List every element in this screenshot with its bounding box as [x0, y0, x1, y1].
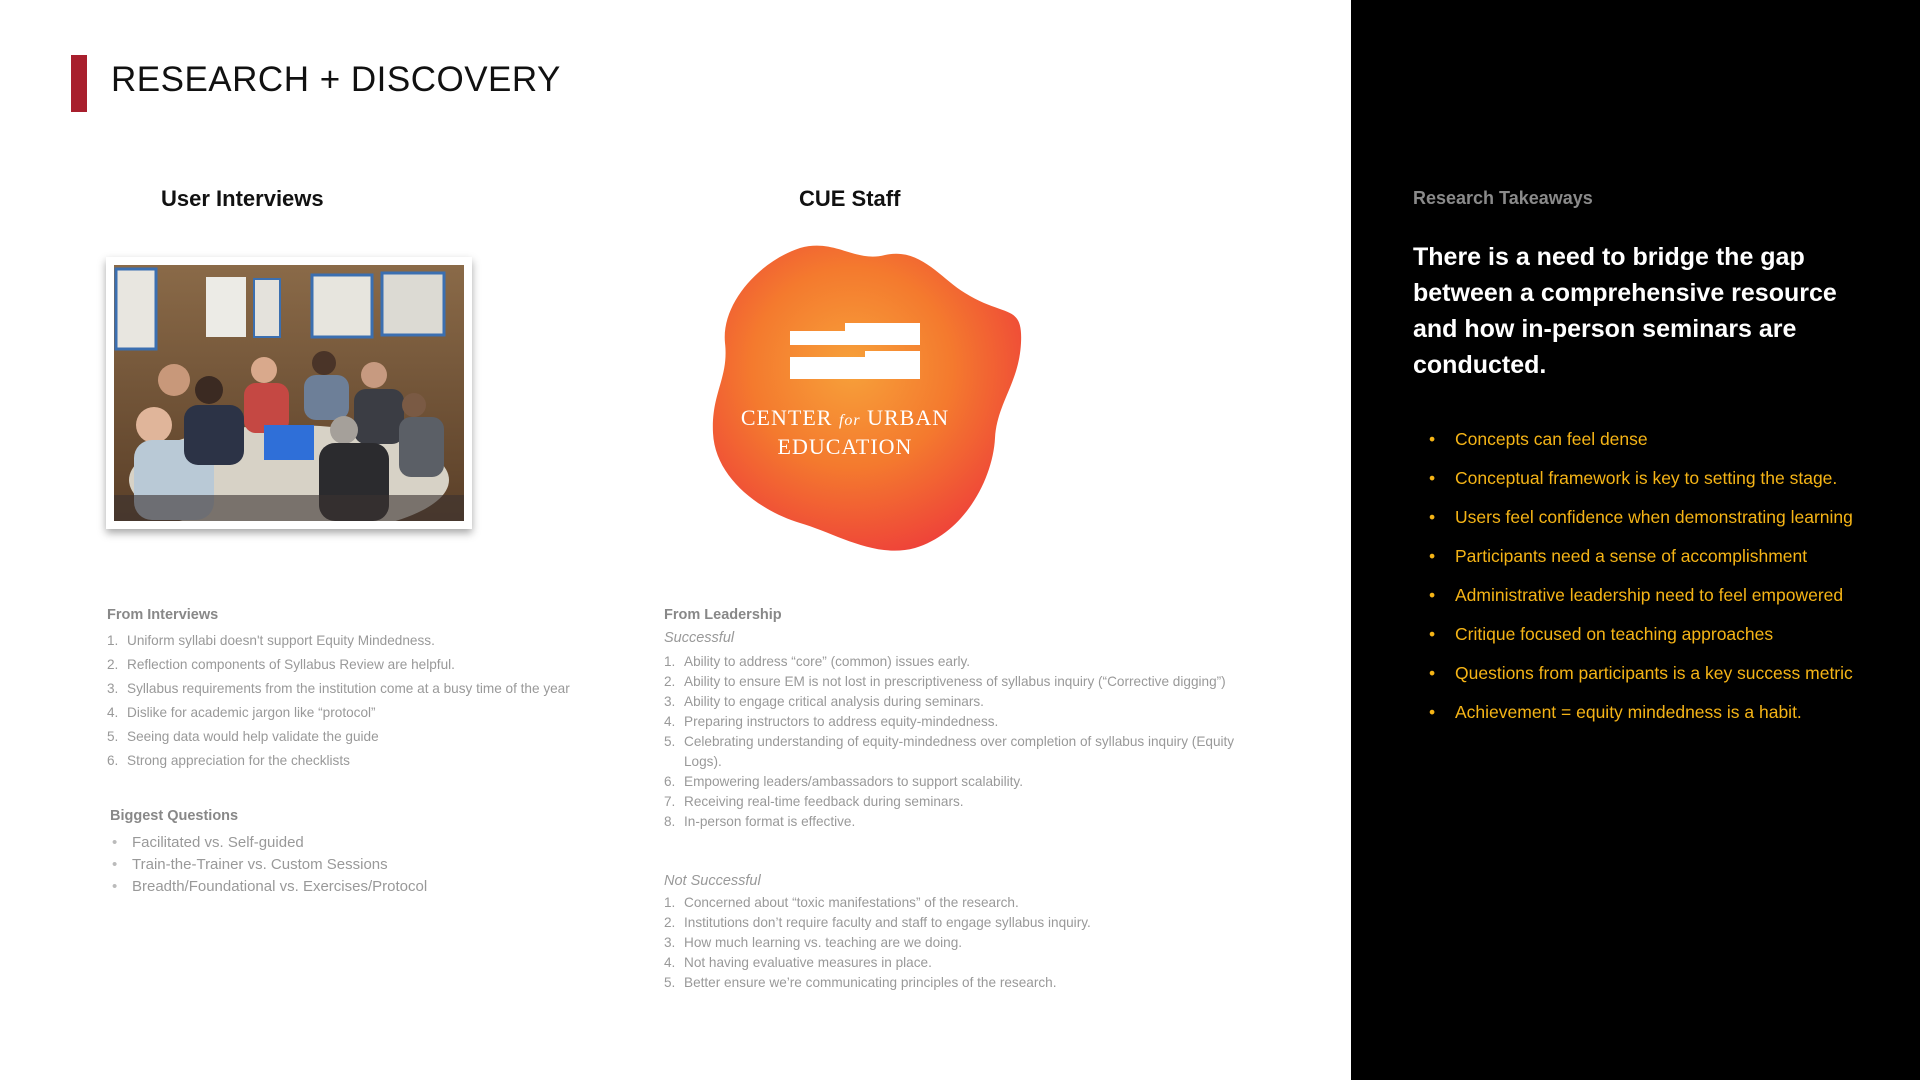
takeaways-headline: There is a need to bridge the gap between a comprehensive resource and how in-person seminars are conducted.: [1413, 243, 1837, 379]
list-item: 5. Celebrating understanding of equity-mindedness over completion of syllabus inquiry (Equity Logs).: [664, 734, 1235, 769]
list-item: 8. In-person format is effective.: [664, 814, 856, 829]
list-item: • Critique focused on teaching approaches: [1413, 620, 1853, 659]
list-item: 6. Strong appreciation for the checklists: [107, 753, 350, 768]
list-item: 4. Dislike for academic jargon like “protocol”: [107, 705, 376, 720]
list-item: 6. Empowering leaders/ambassadors to support scalability.: [664, 774, 1024, 789]
successful-label: Successful: [664, 630, 735, 646]
logo-wordmark: CENTER for URBAN EDUCATION: [740, 405, 950, 459]
list-item: 3. Syllabus requirements from the institution come at a busy time of the year: [107, 681, 570, 696]
list-item: 1. Ability to address “core” (common) issues early.: [664, 654, 971, 669]
list-item: 2. Reflection components of Syllabus Review are helpful.: [107, 657, 455, 672]
list-item: • Administrative leadership need to feel empowered: [1413, 581, 1853, 620]
from-leadership-label: From Leadership: [664, 607, 782, 623]
list-item: 2. Ability to ensure EM is not lost in prescriptiveness of syllabus inquiry (“Corrective digging”): [664, 674, 1226, 689]
watercolor-splash: [705, 233, 1025, 553]
list-item: 4. Not having evaluative measures in place.: [664, 955, 932, 970]
list-item: 5. Better ensure we’re communicating principles of the research.: [664, 975, 1057, 990]
list-item: • Participants need a sense of accomplishment: [1413, 542, 1853, 581]
list-item: 4. Preparing instructors to address equity-mindedness.: [664, 714, 999, 729]
list-item: 1. Uniform syllabi doesn't support Equity Mindedness.: [107, 633, 435, 648]
biggest-questions-label: Biggest Questions: [110, 808, 239, 824]
list-item: • Train-the-Trainer vs. Custom Sessions: [110, 854, 570, 876]
center-for-urban-education-logo: [705, 233, 1025, 553]
research-takeaways-panel: [1351, 0, 1920, 1080]
from-interviews-label: From Interviews: [107, 607, 219, 623]
list-item: • Concepts can feel dense: [1413, 425, 1853, 464]
takeaways-list: [1413, 425, 1853, 737]
questions-list: [110, 832, 570, 898]
list-item: 7. Receiving real-time feedback during seminars.: [664, 794, 964, 809]
list-item: • Breadth/Foundational vs. Exercises/Protocol: [110, 876, 570, 898]
title-accent-bar: [71, 55, 87, 112]
interview-photo-illustration: [114, 265, 464, 521]
list-item: • Questions from participants is a key success metric: [1413, 659, 1853, 698]
interview-photo: [106, 257, 472, 529]
not-successful-label: Not Successful: [664, 873, 761, 889]
page-title: RESEARCH + DISCOVERY: [111, 60, 561, 99]
list-item: • Facilitated vs. Self-guided: [110, 832, 570, 854]
user-interviews-heading: User Interviews: [161, 186, 324, 211]
interviews-list: [107, 629, 627, 773]
list-item: 3. How much learning vs. teaching are we doing.: [664, 935, 963, 950]
list-item: • Achievement = equity mindedness is a habit.: [1413, 698, 1853, 737]
equals-sign-icon: [790, 323, 920, 385]
list-item: • Conceptual framework is key to setting the stage.: [1413, 464, 1853, 503]
list-item: 2. Institutions don’t require faculty and staff to engage syllabus inquiry.: [664, 915, 1091, 930]
list-item: 5. Seeing data would help validate the guide: [107, 729, 379, 744]
not-successful-list: [664, 893, 1274, 993]
list-item: 3. Ability to engage critical analysis during seminars.: [664, 694, 984, 709]
list-item: 1. Concerned about “toxic manifestations” of the research.: [664, 895, 1019, 910]
successful-list: [664, 652, 1274, 832]
research-takeaways-label: Research Takeaways: [1413, 188, 1593, 208]
cue-staff-heading: CUE Staff: [799, 186, 901, 211]
list-item: • Users feel confidence when demonstrating learning: [1413, 503, 1853, 542]
